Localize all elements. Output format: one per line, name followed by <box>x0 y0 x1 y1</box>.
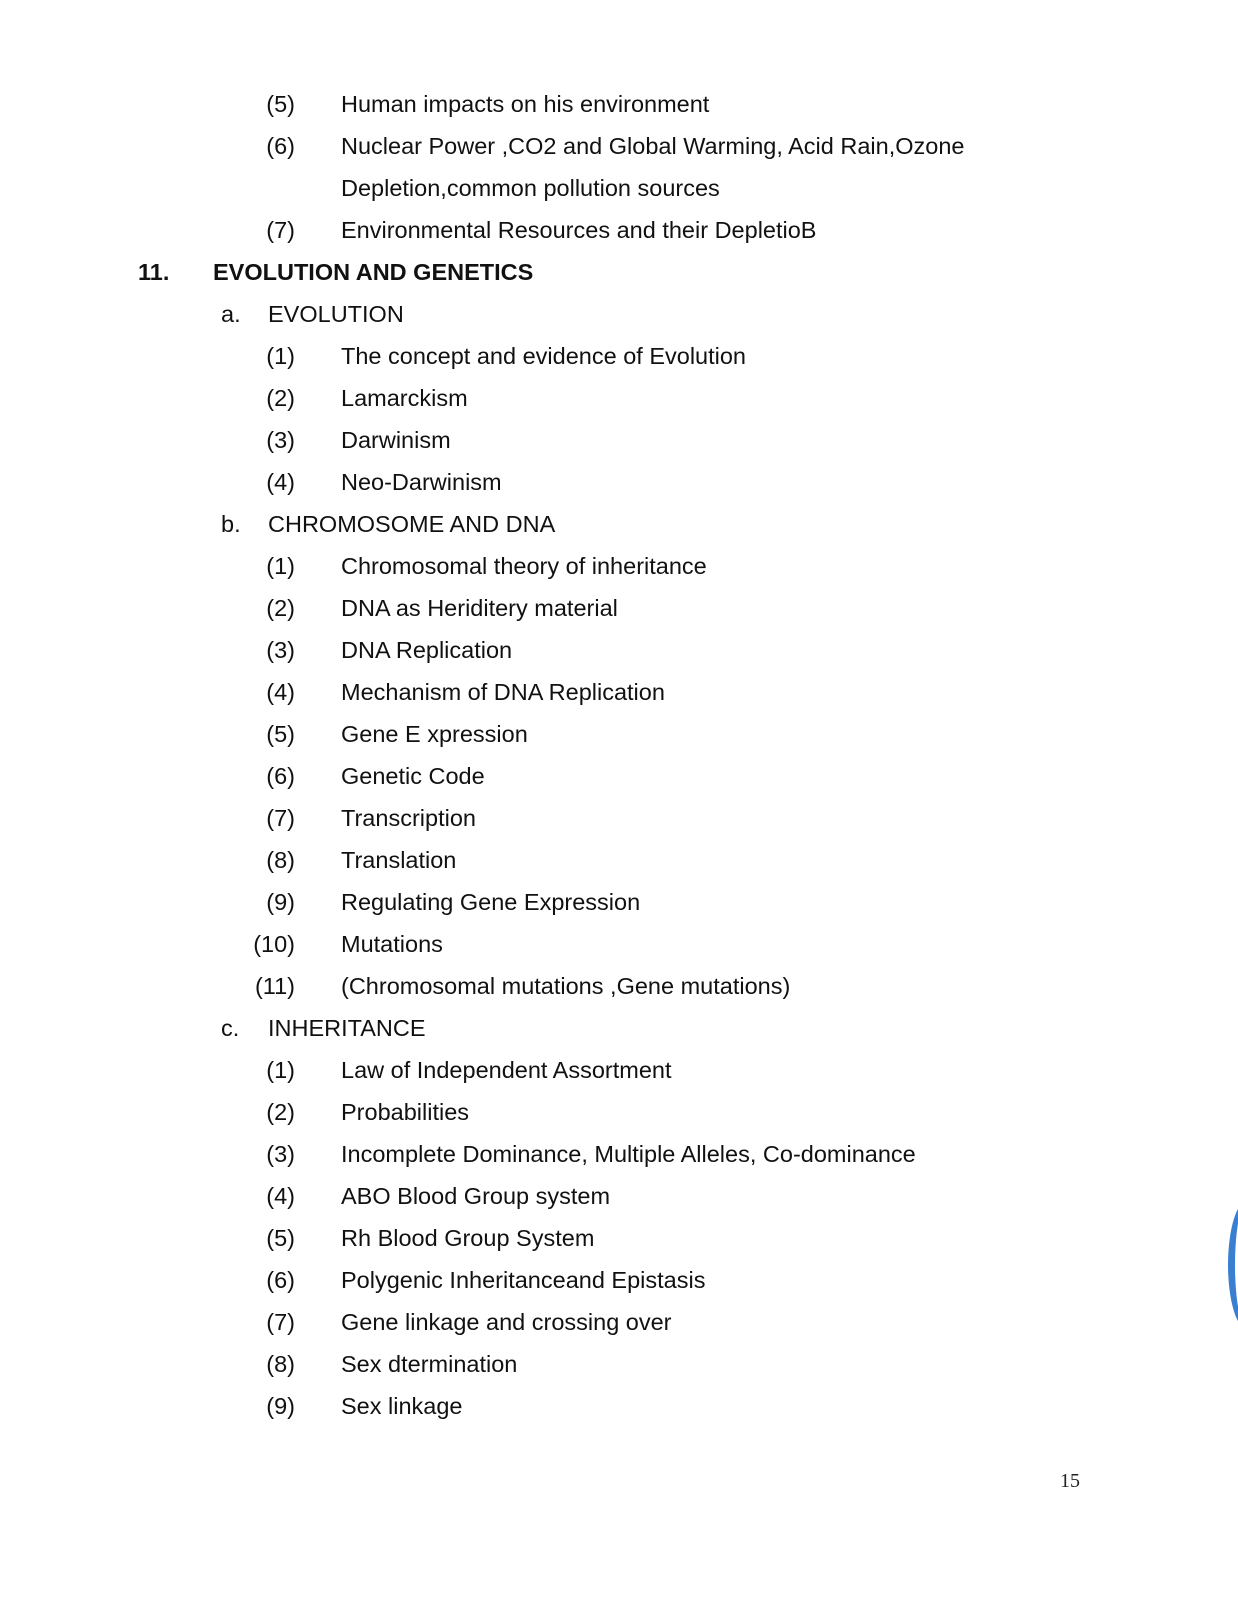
list-item <box>0 125 1238 167</box>
item-text: Law of Independent Assortment <box>341 1057 672 1083</box>
item-text: Human impacts on his environment <box>341 91 710 117</box>
item-number: (6) <box>266 133 295 159</box>
subsection-title: CHROMOSOME AND DNA <box>268 511 556 537</box>
item-number: (7) <box>266 1309 295 1335</box>
item-text: Sex dtermination <box>341 1351 518 1377</box>
list-item-continuation <box>0 167 1238 209</box>
item-number: (1) <box>266 553 295 579</box>
page-number: 15 <box>1060 1470 1080 1492</box>
list-item <box>0 629 1238 671</box>
list-item <box>0 545 1238 587</box>
item-number: (4) <box>266 679 295 705</box>
item-text: Polygenic Inheritanceand Epistasis <box>341 1267 706 1293</box>
item-number: (5) <box>266 91 295 117</box>
list-item <box>0 419 1238 461</box>
item-text: Gene linkage and crossing over <box>341 1309 672 1335</box>
list-item <box>0 923 1238 965</box>
item-text: Transcription <box>341 805 476 831</box>
item-number: (6) <box>266 763 295 789</box>
item-text: Rh Blood Group System <box>341 1225 595 1251</box>
section-title: EVOLUTION AND GENETICS <box>213 259 534 285</box>
list-item <box>0 671 1238 713</box>
item-number: (4) <box>266 1183 295 1209</box>
list-item <box>0 83 1238 125</box>
item-number: (2) <box>266 385 295 411</box>
subsection-title: INHERITANCE <box>268 1015 426 1041</box>
item-text: Mutations <box>341 931 443 957</box>
item-number: (3) <box>266 427 295 453</box>
subsection-heading <box>0 293 1238 335</box>
item-text: Gene E xpression <box>341 721 528 747</box>
list-item <box>0 461 1238 503</box>
list-item <box>0 1133 1238 1175</box>
item-text: Mechanism of DNA Replication <box>341 679 665 705</box>
item-number: (2) <box>266 1099 295 1125</box>
subsection-heading <box>0 503 1238 545</box>
subsection-heading <box>0 1007 1238 1049</box>
item-text: Sex linkage <box>341 1393 463 1419</box>
item-number: (1) <box>266 343 295 369</box>
item-number: (11) <box>254 973 295 999</box>
section-number: 11. <box>138 259 170 285</box>
item-number: (1) <box>266 1057 295 1083</box>
item-text: DNA as Heriditery material <box>341 595 618 621</box>
list-item <box>0 755 1238 797</box>
list-item <box>0 1301 1238 1343</box>
item-number: (8) <box>266 1351 295 1377</box>
list-item <box>0 1091 1238 1133</box>
list-item <box>0 1049 1238 1091</box>
subsection-letter: b. <box>221 511 241 537</box>
item-text: Genetic Code <box>341 763 485 789</box>
item-text: Translation <box>341 847 457 873</box>
item-text: Environmental Resources and their DepletioB <box>341 217 817 243</box>
item-number: (2) <box>266 595 295 621</box>
item-text: Regulating Gene Expression <box>341 889 641 915</box>
item-text: ABO Blood Group system <box>341 1183 611 1209</box>
list-item <box>0 209 1238 251</box>
item-text: Lamarckism <box>341 385 468 411</box>
list-item <box>0 797 1238 839</box>
list-item <box>0 881 1238 923</box>
item-number: (5) <box>266 1225 295 1251</box>
list-item <box>0 1175 1238 1217</box>
subsection-letter: c. <box>221 1015 240 1041</box>
item-text: Darwinism <box>341 427 451 453</box>
list-item <box>0 1217 1238 1259</box>
list-item <box>0 1385 1238 1427</box>
list-item <box>0 965 1238 1007</box>
item-number: (9) <box>266 1393 295 1419</box>
item-number: (7) <box>266 217 295 243</box>
subsection-letter: a. <box>221 301 241 327</box>
item-number: (9) <box>266 889 295 915</box>
list-item <box>0 713 1238 755</box>
list-item <box>0 335 1238 377</box>
list-item <box>0 1259 1238 1301</box>
item-number: (7) <box>266 805 295 831</box>
item-text: Probabilities <box>341 1099 470 1125</box>
item-text: The concept and evidence of Evolution <box>341 343 746 369</box>
item-text: Nuclear Power ,CO2 and Global Warming, Acid Rain,Ozone <box>341 133 965 159</box>
list-item <box>0 587 1238 629</box>
list-item <box>0 377 1238 419</box>
item-text: Neo-Darwinism <box>341 469 502 495</box>
item-number: (6) <box>266 1267 295 1293</box>
section-heading <box>0 251 1238 293</box>
item-text: (Chromosomal mutations ,Gene mutations) <box>341 973 791 999</box>
subsection-title: EVOLUTION <box>268 301 404 327</box>
item-number: (5) <box>266 721 295 747</box>
item-number: (8) <box>266 847 295 873</box>
item-number: (3) <box>266 1141 295 1167</box>
item-number: (4) <box>266 469 295 495</box>
item-number: (3) <box>266 637 295 663</box>
item-text: DNA Replication <box>341 637 513 663</box>
item-text: Depletion,common pollution sources <box>341 175 720 201</box>
item-text: Incomplete Dominance, Multiple Alleles, Co-dominance <box>341 1141 916 1167</box>
item-text: Chromosomal theory of inheritance <box>341 553 707 579</box>
item-number: (10) <box>253 931 295 957</box>
list-item <box>0 839 1238 881</box>
list-item <box>0 1343 1238 1385</box>
